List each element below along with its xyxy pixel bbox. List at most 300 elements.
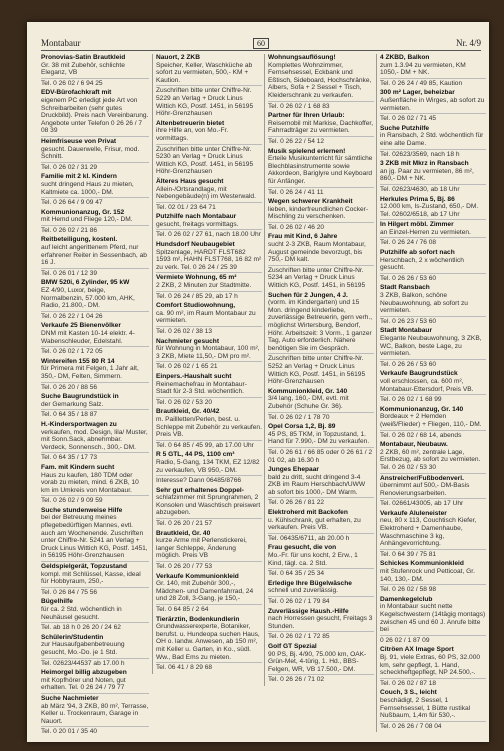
ad-text: Tel. 0 26 02 / 1 68 83 bbox=[268, 102, 330, 110]
ad-text: Tel. 0 64 35 / 18 87 bbox=[41, 411, 98, 419]
ad-text: ca. 90 m², im Raum Montabaur zu vermieten. bbox=[156, 309, 256, 325]
ad-text: Tel. 0 26 02 / 1 68 99 bbox=[380, 396, 442, 404]
classified-ad bbox=[380, 596, 486, 636]
classified-ad bbox=[380, 89, 486, 114]
ad-headline: Wohnungsauflösung! bbox=[268, 54, 336, 61]
ad-headline: Junges Ehepaar bbox=[268, 466, 319, 474]
ad-text: Zuschriften bitte unter Chiffre-Nr. 5230 an Verlag + Druck Linus Wittich KG, Postf. 1451, in 56195 Höhr-Grenzhausen bbox=[156, 145, 254, 176]
ad-text: zur Hausaufgabenbetreuung gesucht, Mo.-Do. je 1 Std. bbox=[41, 641, 125, 656]
ad-headline: Erledige Ihre Bügelwäsche bbox=[268, 579, 352, 587]
ad-headline: Fam. mit Kindern sucht bbox=[41, 463, 115, 471]
ad-text: an jg. Paar zu vermieten, 86 m², 860,- DM + NK. bbox=[380, 167, 474, 183]
ad-text: Tel. 0 26 22 / 54 12 bbox=[268, 137, 325, 145]
classified-ad bbox=[156, 408, 262, 440]
classified-ad bbox=[380, 249, 486, 274]
classified-ad bbox=[156, 302, 262, 327]
ad-headline: Wegen schwerer Krankheit bbox=[268, 198, 353, 206]
classified-ad bbox=[156, 664, 262, 673]
ad-text: Tel. 0 26 02 / 1 72 85 bbox=[268, 633, 330, 641]
ad-headline: R 5 GTL, 44 PS, 1100 cm³ bbox=[156, 451, 235, 459]
issue-number: Nr. 4/9 bbox=[455, 38, 481, 48]
classified-ad bbox=[268, 570, 374, 579]
ad-text: Tel. 0 26 26 / 81 22 bbox=[268, 499, 325, 507]
ad-headline: Bügelhilfe bbox=[41, 598, 73, 606]
ad-text: Tel. 0 26 61 / 66 85 oder 0 26 61 / 2 01 02, ab 16.30 h bbox=[268, 448, 373, 464]
ad-text: Reinemachefrau in Montabaur-Stadt für 2-3 Std. wöchentlich. bbox=[156, 380, 247, 396]
ad-text: Bj. 91, viele Extras, 60 PS, 32.000 km, sehr gepflegt, 1. Hand, scheckheftgepflegt, NP 24.500,-. bbox=[380, 653, 481, 677]
ad-text: neu, 80 x 113, Couchtisch Kiefer, Elektroherd + Damenhaube, Waschmaschine 3 kg, Anhängevorrichtung. bbox=[380, 517, 477, 548]
classified-ad bbox=[380, 723, 486, 732]
classified-ad bbox=[41, 138, 149, 163]
classified-ad bbox=[380, 680, 486, 689]
ad-text: sucht dringend Haus zu mieten, Kaltmiete ca. 1000,- DM. bbox=[41, 180, 134, 196]
classified-ad bbox=[268, 267, 374, 291]
ad-headline: Älteres Haus gesucht bbox=[156, 177, 224, 185]
ad-text: Tel. 02623/44537 ab 17.00 h bbox=[41, 659, 125, 667]
ad-text: in Montabaur sucht nette Kegelschwestern (14tägig montags) zwischen 45 und 60 J. Anrufe bitte bei bbox=[380, 603, 486, 634]
classified-ad bbox=[156, 530, 262, 562]
ad-text: mit Stufenrock und Petticoat, Gr. 140, 130,- DM. bbox=[380, 568, 475, 583]
ad-text: schnell und zuverlässig. bbox=[268, 587, 339, 595]
ad-text: Gr. 140, mit Zubehör 300,-, Mädchen- und Damenfahrrad, 24 und 28 Zoll, 3-Gang, je 150,- bbox=[156, 580, 254, 603]
ad-text: Tel. 0 26 26 / 7 08 04 bbox=[380, 722, 442, 730]
masthead bbox=[41, 34, 481, 51]
ad-headline: EDV-Bürofachkraft mit bbox=[41, 89, 112, 97]
ad-headline: In Hilgert möbl. Zimmer bbox=[380, 221, 454, 229]
classified-columns bbox=[41, 54, 486, 736]
classified-ad bbox=[380, 646, 486, 678]
ad-text: ihre Hilfe an, von Mo.-Fr. vormittags. bbox=[156, 127, 229, 142]
classified-ad bbox=[156, 399, 262, 408]
ad-text: Tel. 0 26 23 / 53 60 bbox=[380, 317, 437, 325]
classified-ad bbox=[380, 196, 486, 221]
ad-headline: Sehr gut erhaltenes Doppel- bbox=[156, 486, 244, 494]
classified-ad bbox=[268, 544, 374, 569]
ad-text: gesucht, freitags vormittags. bbox=[156, 220, 239, 228]
ad-text: Tel. 0 26 24 / 49 85, Kaution bbox=[380, 79, 463, 87]
ad-text: 90 PS, Bj. 4/90, 75.000 km, OAK-Grün-Met, 4-türig, 1. Hd., BBS-Felgen, WR, VB 17.500,- DM. bbox=[268, 650, 367, 673]
classified-ad bbox=[380, 406, 486, 431]
ad-text: Tel. 0 26 26 / 53 60 bbox=[380, 274, 437, 282]
ad-headline: Opel Corsa 1,2, Bj. 89 bbox=[268, 423, 336, 431]
ad-text: zum 1.3.94 zu vermieten, KM 1050,- DM + NK. bbox=[380, 61, 466, 77]
ad-headline: Verkaufe Baugrundstück bbox=[380, 370, 458, 378]
ad-text: Allein-/Ortsrandlage, mit Nebengebäude(n) im Westerwald. bbox=[156, 185, 256, 201]
ad-text: für Wohnung in Montabaur, 100 m², 3 ZKB, Miete 11,50,- DM pro m². bbox=[156, 345, 260, 360]
classified-ad bbox=[41, 695, 149, 727]
classified-ad bbox=[268, 499, 374, 508]
ad-text: Herschbach, 2 x wöchentlich gesucht. bbox=[380, 256, 464, 272]
ad-text: DNM mit Kasten 10-14 elektr. 4-Wabenschleuder, Edelstahl. bbox=[41, 330, 135, 345]
classified-ad bbox=[380, 689, 486, 721]
ad-text: Tel. 0 26 24 / 41 11 bbox=[268, 188, 324, 196]
classified-ad bbox=[268, 112, 374, 137]
classified-ad bbox=[156, 573, 262, 605]
ad-text: Tel. 0 26 02 / 53 20 bbox=[156, 398, 213, 406]
classified-ad bbox=[156, 178, 262, 203]
classified-ad bbox=[268, 535, 374, 544]
ad-text: Tel. 0 26 24 / 85 29, ab 17 h bbox=[156, 292, 238, 300]
classified-ad bbox=[41, 279, 149, 311]
classified-ad bbox=[268, 148, 374, 188]
ad-headline: Couch, 3 S., leicht bbox=[380, 689, 437, 697]
ad-text: in Ransbach, 2 Std. wöchentlich für eine alte Dame. bbox=[380, 132, 484, 147]
ad-text: verkaufen, mod. Design, lila/ Muster, mit Sonn.Sack, abnehmbar. Verdeck, Sonnensch., 300,- DM. bbox=[41, 428, 148, 451]
ad-headline: Geldspielgerät, Topzustand bbox=[41, 563, 127, 571]
ad-text: Tel. 0 26 01 / 12 39 bbox=[41, 269, 98, 277]
classified-ad bbox=[380, 151, 486, 160]
classified-ad bbox=[41, 209, 149, 226]
ad-headline: Tierärztin, Bodenkundlerin bbox=[156, 615, 240, 623]
classified-ad bbox=[268, 292, 374, 355]
classified-ad bbox=[41, 497, 149, 506]
classified-ad bbox=[156, 146, 262, 177]
ad-text: Tel. 0 26 22 / 1 04 26 bbox=[41, 312, 103, 320]
ad-text: Tel. 0 26 02 / 68 14, abends bbox=[380, 431, 462, 439]
column-4 bbox=[376, 54, 486, 732]
classified-ad bbox=[380, 586, 486, 595]
ad-text: EZ 4/90, Luxor, beige, Normalbenzin, 57.000 km, AHK, Radio, 21.800,- DM. bbox=[41, 287, 135, 310]
ad-text: Tel. ab 18 h 0 26 20 / 24 62 bbox=[41, 624, 121, 632]
classified-ad bbox=[41, 421, 149, 453]
ad-headline: Schülerin/Studentin bbox=[41, 633, 104, 641]
classified-ad bbox=[41, 589, 149, 598]
ad-headline: Verkaufe Aluleneister bbox=[380, 509, 447, 517]
ad-text: Tel. 02661/43005, ab 17 Uhr bbox=[380, 500, 464, 508]
ad-text: Haus zu kaufen, 180 TDM oder vorab zu mieten, mind. 6 ZKB, 10 km im Umkreis von Montabaur. bbox=[41, 471, 139, 494]
ad-headline: Anstreicher/Fußbodenverl. bbox=[380, 474, 464, 482]
classified-ad bbox=[380, 500, 486, 509]
classified-ad bbox=[41, 313, 149, 322]
classified-ad bbox=[41, 80, 149, 89]
ad-text: Tel. 0 26 02 / 1 72 05 bbox=[41, 348, 103, 356]
ad-text: Tel. 06 41 / 8 29 68 bbox=[156, 664, 213, 672]
ad-text: schlafzimmer mit Sprungrahmen, 2 Konsolen und Waschtisch preiswert abzugeben. bbox=[156, 494, 261, 517]
classified-ad bbox=[268, 643, 374, 675]
ad-headline: Musik spielend erlernen! bbox=[268, 147, 346, 155]
classified-ad bbox=[380, 125, 486, 150]
classified-ad bbox=[41, 624, 149, 633]
classified-ad bbox=[41, 634, 149, 659]
ad-text: Tel. 0 26 02 / 9 09 59 bbox=[41, 497, 103, 505]
ad-headline: Putzhilfe ab sofort nach bbox=[380, 249, 455, 257]
ad-text: bald zu dritt, sucht dringend 3-4 ZKB im Raum Herschbach/UWW ab sofort bis 1000,- DM Warm. bbox=[268, 473, 366, 496]
classified-ad bbox=[41, 563, 149, 588]
ad-headline: Verkaufe 25 Bienenvölker bbox=[41, 322, 121, 330]
classified-ad bbox=[41, 669, 149, 694]
ad-text: Tel. 0 26 20 / 21 57 bbox=[156, 520, 213, 528]
ad-text: Grundwasserexperte, Botaniker, berufst. u. Hundeopa suchen Haus, OH o. landw. Anwesen, ab 150 m², mit Keller u. Garten, in Ko., südl. Ww., Bad Ems zu mieten. bbox=[156, 623, 260, 661]
ad-text: Komplettes Wohnzimmer, Fernsehsessel, Eckbank und Eßtisch, Sideboard, Hochschränke, Albers, Sofa + 2 Sessel + Tisch, Kleiderschrank zu verkaufen. bbox=[268, 61, 372, 99]
classified-ad bbox=[41, 454, 149, 463]
classified-ad bbox=[41, 199, 149, 208]
classified-ad bbox=[41, 464, 149, 496]
ad-headline: Pronovias-Satin Brautkleid bbox=[41, 54, 126, 61]
classified-ad bbox=[380, 186, 486, 195]
ad-headline: Suche Nachmieter bbox=[41, 694, 99, 702]
ad-headline: 4 ZKBD, Balkon bbox=[380, 54, 430, 61]
column-1 bbox=[41, 54, 149, 738]
ad-text: Tel. 0 26 02 / 1 79 84 bbox=[268, 598, 330, 605]
ad-text: Erteile Musikunterricht für sämtliche Blechblasinstrumente sowie Akkordeon, Bariglyre und Keyboard für Anfänger. bbox=[268, 155, 373, 185]
ad-text: Tel. 0 26 02 / 21 86 bbox=[41, 226, 98, 234]
classified-ad bbox=[156, 204, 262, 213]
classified-ad bbox=[156, 606, 262, 615]
classified-ad bbox=[156, 213, 262, 230]
ad-text: an Einzel-Herren zu vermieten. bbox=[380, 228, 471, 236]
classified-ad bbox=[41, 598, 149, 623]
classified-ad bbox=[380, 560, 486, 585]
ad-headline: Frau gesucht, die von bbox=[268, 544, 337, 552]
ad-text: 0 26 02 / 1 87 09 bbox=[380, 636, 430, 644]
classified-ad bbox=[41, 173, 149, 198]
classified-ad bbox=[41, 348, 149, 357]
classified-ad bbox=[156, 563, 262, 572]
column-2 bbox=[152, 54, 262, 674]
ad-text: gesucht. Dauerwelle, Frisur, mod. Schnitt. bbox=[41, 145, 140, 161]
classified-ad bbox=[41, 236, 149, 268]
ad-text: beschädigt, 2 Sessel, 1 Fernsehsessel, 1 Bütte rustikal Nußbaum, 1,4m für 530,-. bbox=[380, 696, 471, 720]
classified-ad bbox=[156, 328, 262, 337]
classified-ad bbox=[41, 358, 149, 383]
ad-text: bei der Betreuung meines pflegebedürftigen Mannes, evtl. auch am Wochenende. Zuschriften unter Chiffre-Nr. 5241 an Verlag + Druck Linus Wittich KG, Postf. 1451, in 56195 Höhr-Grenzhausen bbox=[41, 514, 148, 560]
ad-text: Tel. 0 26 02 / 1 78 70 bbox=[268, 413, 330, 421]
classified-ad bbox=[41, 322, 149, 347]
ad-text: 3 ZKB, Balkon, schöne Neubauwohnung, ab sofort zu vermieten. bbox=[380, 292, 468, 315]
ad-text: Reisemobil mit Markise, Dachkoffer, Fahrradträger zu vermieten. bbox=[268, 119, 374, 135]
ad-text: Tel. 0 26 24 / 76 08 bbox=[380, 239, 437, 247]
ad-text: Tel. 02623/3569, nach 18 h bbox=[380, 150, 460, 158]
ad-headline: Suche stundenweise Hilfe bbox=[41, 506, 123, 514]
classified-ad bbox=[41, 384, 149, 393]
classified-ad bbox=[380, 115, 486, 124]
column-3 bbox=[264, 54, 374, 686]
ad-headline: Golf GT Spezial bbox=[268, 642, 317, 650]
ad-text: für Primera mit Felgen, 1 Jahr alt, 350,- DM, Felten, Simmern. bbox=[41, 365, 139, 380]
ad-text: Tel. 06435/6711, ab 20.00 h bbox=[268, 534, 350, 542]
ad-text: Tel. 0 26 02 / 46 20 bbox=[268, 223, 325, 231]
ad-text: (vorm. im Kindergarten) und 15 Mon. dringend kinderliebe, zuverlässige Betreuerin, gern verh., möglichst Wirtersburg, Bendorf, Höhr. Arbeitszeit: 3 Vorm., 1 ganzer Tag, Auto erforderlich. Nähere benötigen Sie im Gespräch. bbox=[268, 299, 373, 352]
classified-ad bbox=[41, 393, 149, 410]
ad-text: Tel. 0 26 20 / 77 53 bbox=[156, 563, 213, 571]
ad-text: Tel. 0 26 02 / 27 61, nach 18.00 Uhr bbox=[156, 231, 261, 239]
ad-headline: 3 ZKB mit Mkrz in Ransbach bbox=[380, 160, 469, 168]
ad-text: Zuschriften bitte unter Chiffre-Nr. 5234 an Verlag + Druck Linus Wittich KG, Postf. 1451, in 56195 bbox=[268, 266, 366, 290]
ad-text: Außenfläche in Wirges, ab sofort zu vermieten. bbox=[380, 96, 485, 112]
classified-ad bbox=[268, 466, 374, 498]
ad-headline: Heimorgel billig abzugeben bbox=[41, 669, 127, 677]
ad-text: Tel. 0 26 02 / 71 45 bbox=[380, 115, 437, 123]
ad-text: Tel. 0 26 26 / 53 60 bbox=[380, 360, 437, 368]
ad-headline: Schickes Kommunionkleid bbox=[380, 560, 464, 568]
ad-text: Bordeaux + 2 Hemden (weiß/Flieder) + Fliegen, 110,- DM. bbox=[380, 413, 482, 428]
classified-ad bbox=[156, 274, 262, 291]
classified-ad bbox=[268, 608, 374, 633]
classified-ad bbox=[380, 275, 486, 284]
ad-headline: Montabaur, Neubauw. bbox=[380, 441, 448, 449]
classified-ad bbox=[41, 728, 149, 737]
classified-ad bbox=[268, 676, 374, 685]
classified-ad bbox=[156, 373, 262, 398]
ad-headline: Einpers.-Haushalt sucht bbox=[156, 372, 232, 380]
classified-ad bbox=[41, 164, 149, 173]
ad-headline: Zuverlässige Haush.-Hilfe bbox=[268, 607, 349, 615]
ad-text: Tel. 0 26 20 / 88 56 bbox=[41, 383, 98, 391]
ad-headline: Citröen AX Image Sport bbox=[380, 646, 454, 654]
ad-headline: Suchen für 2 Jungen, 4 J. bbox=[268, 291, 348, 299]
ad-text: Gr. 38 mit Zubehör, schlichte Eleganz, VB bbox=[41, 61, 125, 77]
ad-text: Elegante Neubauwohnung, 3 ZKB, WC, Balkon, beste Lage, zu vermieten. bbox=[380, 335, 482, 358]
classified-ad bbox=[380, 221, 486, 238]
ad-text: Tel. 0 26 02 / 38 13 bbox=[156, 328, 213, 335]
classified-ad bbox=[380, 80, 486, 89]
ad-text: Tel. 0 20 01 / 35 40 bbox=[41, 728, 98, 736]
ad-text: Interesse? Dann 06485/8766 bbox=[156, 477, 242, 485]
newspaper-page bbox=[27, 22, 489, 742]
ad-text: eigenem PC erledigt jede Art von Schreibarbeiten (sehr gutes Druckbild). Preis nach Vereinbarung. Angebote unter Telefon 0 26 26 / 7 08 39 bbox=[41, 96, 149, 135]
ad-text: Tel. 02 01 / 23 64 71 bbox=[156, 203, 216, 211]
classified-ad bbox=[41, 227, 149, 236]
classified-ad bbox=[156, 293, 262, 302]
classified-ad bbox=[156, 120, 262, 145]
ad-headline: BMW 520i, 6 Zylinder, 95 kW bbox=[41, 279, 130, 287]
ad-text: Tel. 0 64 85 / 2 64 bbox=[156, 606, 209, 613]
ad-text: nach Horressen gesucht, Freitags 3 Stunden. bbox=[268, 615, 373, 630]
classified-ad bbox=[268, 633, 374, 642]
ad-headline: Kommunionkleid, Gr. 140 bbox=[268, 387, 348, 395]
ad-headline: Kommunionanzug, Gr. 140 bbox=[380, 405, 464, 413]
classified-ad bbox=[41, 270, 149, 279]
ad-text: Tel. 0 26 02 / 1 65 21 bbox=[156, 363, 218, 371]
classified-ad bbox=[268, 138, 374, 147]
ad-text: Tel. 0 26 02 / 6 94 25 bbox=[41, 79, 103, 87]
ad-headline: Stadt Montabaur bbox=[380, 327, 433, 335]
ad-headline: Putzhilfe nach Montabaur bbox=[156, 213, 237, 221]
ad-text: Tel. 0 26 02 / 58 98 bbox=[380, 586, 437, 594]
classified-ad bbox=[380, 160, 486, 185]
ad-text: Tel. 0 64 85 / 45 99, ab 17.00 Uhr bbox=[156, 441, 254, 449]
ad-text: lieben, kinderfreundlichen Cocker-Mischling zu verschenken. bbox=[268, 205, 369, 221]
ad-text: übernimmt auf 500,- DM-Basis Renovierungsarbeiten. bbox=[380, 482, 470, 497]
classified-ad bbox=[41, 89, 149, 137]
ad-text: 3/4 lang, 160,- DM, evtl. mit Zubehör (Schuhe Gr. 36). bbox=[268, 395, 349, 410]
ad-text: mit Hemd und Fliege 120,- DM. bbox=[41, 216, 133, 224]
ad-text: sucht 2-3 ZKB, Raum Montabaur, August gemeinde bevorzugt, bis 750,- DM kalt. bbox=[268, 241, 366, 264]
classified-ad bbox=[156, 616, 262, 664]
classified-ad bbox=[380, 284, 486, 316]
classified-ad bbox=[380, 54, 486, 79]
ad-text: Tel. 0 64 39 / 75 81 bbox=[380, 550, 437, 558]
ad-headline: Stadt Ransbach bbox=[380, 284, 430, 292]
ad-text: kurze Arme mit Perlenstickerei, langer Schleppe, Änderung möglich. Preis VB bbox=[156, 537, 247, 560]
classified-ad bbox=[156, 363, 262, 372]
classified-ad bbox=[380, 370, 486, 395]
ad-text: 2 ZKB, 60 m², zentrale Lage, Erstbezug, ab sofort zu vermieten. Tel. 0 26 02 / 53 30 bbox=[380, 448, 481, 471]
classified-ad bbox=[156, 487, 262, 519]
ad-text: Tel. 0 26 26 / 71 02 bbox=[268, 676, 325, 684]
ad-text: Tel. 0 26 02 / 31 29 bbox=[41, 163, 98, 171]
ad-headline: Herkules Prima 5, Bj. 86 bbox=[380, 195, 455, 203]
classified-ad bbox=[380, 637, 486, 646]
classified-ad bbox=[380, 327, 486, 359]
ad-text: 2 ZKB, 2 Minuten zur Stadtmitte. bbox=[156, 282, 252, 290]
classified-ad bbox=[380, 396, 486, 405]
ad-text: ab März '94, 3 ZKB, 80 m², Terrasse, Keller u. Trockenraum, Garage in Nauort. bbox=[41, 702, 149, 725]
ad-headline: Verkaufe Kommunionkleid bbox=[156, 572, 239, 580]
ad-headline: Nauort, 2 ZKB bbox=[156, 54, 200, 61]
ad-text: voll erschlossen, ca. 600 m², Montabaur-Ettersdorf, Preis VB. bbox=[380, 377, 474, 393]
classified-ad bbox=[156, 451, 262, 476]
classified-ad bbox=[268, 233, 374, 265]
ad-headline: Heimfriseuse von Privat bbox=[41, 137, 117, 145]
ad-text: Mo.-Fr. für uns kocht, 2 Erw., 1 Kind, tägl. ca. 2 Std. bbox=[268, 552, 358, 567]
classified-ad bbox=[380, 510, 486, 550]
classified-ad bbox=[156, 54, 262, 86]
ad-headline: H.-Kindersportwagen zu bbox=[41, 420, 117, 428]
ad-text: Zuschriften bitte unter Chiffre-Nr. 5252 an Verlag + Druck Linus Wittich KG, Postf. 1451, in 56195 Höhr-Grenzhausen bbox=[268, 355, 366, 386]
classified-ad bbox=[268, 54, 374, 102]
ad-headline: Vermiete Wohnung, 65 m² bbox=[156, 274, 237, 282]
classified-ad bbox=[268, 414, 374, 423]
ad-headline: Nachmieter gesucht bbox=[156, 337, 220, 345]
classified-ad bbox=[268, 388, 374, 413]
ad-text: u. Kühlschrank, gut erhalten, zu verkaufen. Preis VB. bbox=[268, 516, 361, 532]
ad-text: 12.000 km, Is-Zustand, 650,- DM. Tel. 02602/6518, ab 17 Uhr bbox=[380, 203, 479, 218]
ad-text: für ca. 2 Std. wöchentlich in Neuhäusel gesucht. bbox=[41, 606, 122, 621]
ad-text: mit Kopfhörer und Noten, gut erhalten. Tel. 0 26 24 / 79 77 bbox=[41, 676, 126, 692]
classified-ad bbox=[380, 432, 486, 441]
classified-ad bbox=[380, 361, 486, 370]
classified-ad bbox=[41, 660, 149, 669]
ad-text: Tel. 0 26 64 / 9 09 47 bbox=[41, 199, 103, 207]
classified-ad bbox=[268, 598, 374, 607]
ad-headline: Familie mit 2 kl. Kindern bbox=[41, 173, 117, 181]
classified-ad bbox=[268, 103, 374, 112]
classified-ad bbox=[380, 441, 486, 473]
classified-ad bbox=[268, 198, 374, 223]
ad-headline: Hundsdorf Neubaugebiet bbox=[156, 241, 235, 249]
classified-ad bbox=[41, 411, 149, 420]
classified-ad bbox=[156, 231, 262, 240]
ad-headline: Altenbetreuerin bietet bbox=[156, 119, 225, 127]
classified-ad bbox=[41, 54, 149, 79]
ad-text: Zuschriften bitte unter Chiffre-Nr. 5229 an Verlag + Druck Linus Wittich KG, Postf. 1451, in 56195 Höhr-Grenzhausen bbox=[156, 87, 254, 118]
ad-text: Radio, 5-Gang, 134 TKM, EZ 12/82 zu verkaufen, VB 950,- DM. bbox=[156, 458, 260, 474]
ad-text: Speicher, Keller, Waschküche ab sofort zu vermieten, 500,- KM + Kaution. bbox=[156, 61, 253, 84]
classified-ad bbox=[268, 224, 374, 233]
page-number: 60 bbox=[253, 38, 269, 49]
ad-text: Tel. 0 64 35 / 17 73 bbox=[41, 454, 98, 462]
ad-headline: Damenkegelclub bbox=[380, 595, 433, 603]
classified-ad bbox=[156, 241, 262, 273]
ad-headline: Wintereifen 155 80 R 14 bbox=[41, 357, 115, 365]
classified-ad bbox=[156, 87, 262, 118]
classified-ad bbox=[268, 580, 374, 597]
ad-text: auf leicht angerittenem Pferd, nur erfahrener Reiter in Sessenbach, ab 16 J. bbox=[41, 244, 147, 267]
classified-ad bbox=[156, 338, 262, 363]
classified-ad bbox=[380, 239, 486, 248]
classified-ad bbox=[380, 318, 486, 327]
ad-text: Spitzenlage, HARDT FLST682 1593 m², HAHN FLST768, 16 82 m² zu verk. Tel. 0 26 24 / 25 39 bbox=[156, 248, 262, 271]
ad-text: Tel. 02623/4630, ab 18 Uhr bbox=[380, 185, 460, 193]
ad-headline: Kommunionanzug, Gr. 152 bbox=[41, 208, 125, 216]
classified-ad bbox=[268, 189, 374, 198]
ad-text: kompl. mit Schlüssel, Kasse, ideal für Hobbyraum, 250,- bbox=[41, 570, 141, 586]
ad-text: m. Paillletten/Perlen, best. u. Schleppe mit Zubehör zu verkaufen. Preis VB. bbox=[156, 415, 262, 439]
ad-text: Tel. 0 26 84 / 75 56 bbox=[41, 588, 98, 596]
classified-ad bbox=[268, 423, 374, 448]
ad-headline: 300 m² Lager, beheizbar bbox=[380, 89, 455, 97]
